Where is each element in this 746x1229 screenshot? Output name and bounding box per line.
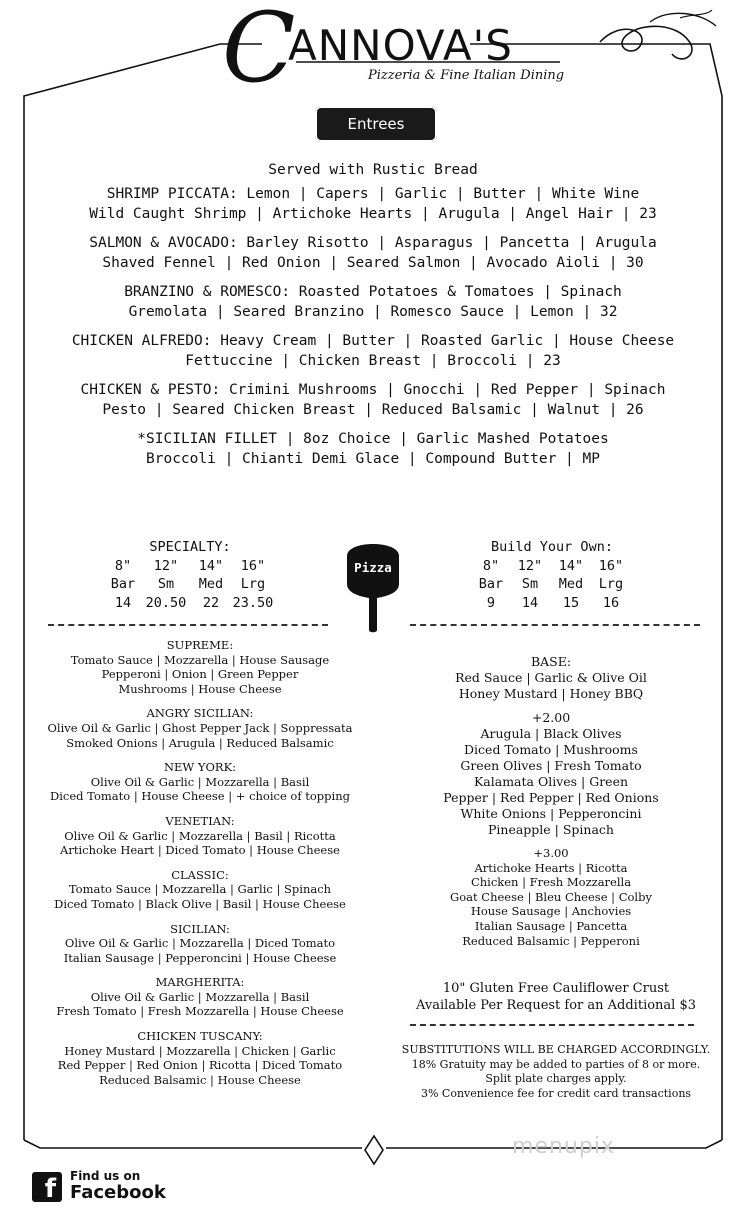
entree-item: BRANZINO & ROMESCO: Roasted Potatoes & Tomatoes | Spinach Gremolata | Seared Branzino | Romesco Sauce | Lemon | 32 — [124, 284, 622, 320]
pizza-icon-label: Pizza — [354, 560, 392, 575]
pizza-item: ANGRY SICILIAN: Olive Oil & Garlic | Ghost Pepper Jack | Soppressata Smoked Onions | Arugula | Reduced Balsamic — [47, 706, 353, 750]
facebook-line1: Find us on — [70, 1169, 141, 1183]
menupix-watermark: menupix — [512, 1134, 615, 1159]
pizza-item: SUPREME: Tomato Sauce | Mozzarella | House Sausage Pepperoni | Onion | Green Pepper Mushrooms | House Cheese — [70, 638, 330, 696]
gluten-free-note: 10" Gluten Free Cauliflower Crust Available Per Request for an Additional $3 — [415, 981, 697, 1013]
byo-title: Build Your Own: — [491, 539, 613, 555]
facebook-icon: f — [32, 1172, 62, 1202]
pizza-paddle-icon — [343, 534, 403, 638]
byo-group: +3.00 Artichoke Hearts | Ricotta Chicken | Fresh Mozzarella Goat Cheese | Bleu Cheese | Colby House Sausage | Anchovies Italian Sausage | Pancetta Reduced Balsamic | Pepperoni — [450, 846, 652, 948]
pizza-item: MARGHERITA: Olive Oil & Garlic | Mozzarella | Basil Fresh Tomato | Fresh Mozzarella | House Cheese — [56, 975, 344, 1019]
entree-item: SALMON & AVOCADO: Barley Risotto | Asparagus | Pancetta | Arugula Shaved Fennel | Red Onion | Seared Salmon | Avocado Aioli | 30 — [89, 235, 657, 271]
pizza-item: NEW YORK: Olive Oil & Garlic | Mozzarella | Basil Diced Tomato | House Cheese | + choice of topping — [50, 760, 350, 804]
pizza-item: SICILIAN: Olive Oil & Garlic | Mozzarella | Diced Tomato Italian Sausage | Pepperoncini | House Cheese — [63, 921, 337, 965]
logo-initial: C — [222, 0, 296, 104]
entree-item: CHICKEN ALFREDO: Heavy Cream | Butter | Roasted Garlic | House Cheese Fettuccine | Chicken Breast | Broccoli | 23 — [71, 333, 675, 369]
specialty-title: SPECIALTY: — [149, 539, 231, 555]
entree-item: CHICKEN & PESTO: Crimini Mushrooms | Gnocchi | Red Pepper | Spinach Pesto | Seared Chicken Breast | Reduced Balsamic | Walnut | 26 — [80, 382, 666, 418]
specialty-pricing: SPECIALTY: 8" 12" 14" 16" Bar Sm Med Lrg 14 20.50 22 23.50 — [100, 538, 280, 612]
divider-left — [48, 624, 328, 626]
byo-topping-list — [396, 654, 706, 956]
byo-pricing: Build Your Own: 8" 12" 14" 16" Bar Sm Med Lrg 9 14 15 16 — [462, 538, 642, 612]
tagline: Pizzeria & Fine Italian Dining — [368, 68, 565, 83]
divider-right — [410, 624, 700, 626]
bottom-diamond-ornament — [365, 1136, 383, 1164]
policy-notes: SUBSTITUTIONS WILL BE CHARGED ACCORDINGLY. 18% Gratuity may be added to parties of 8 or more. Split plate charges apply. 3% Convenience fee for credit card transactions — [401, 1043, 711, 1100]
pizza-item: CLASSIC: Tomato Sauce | Mozzarella | Garlic | Spinach Diced Tomato | Black Olive | Basil | House Cheese — [54, 867, 346, 911]
entrees-section-badge: Entrees — [315, 106, 437, 142]
pizza-item: VENETIAN: Olive Oil & Garlic | Mozzarella | Basil | Ricotta Artichoke Heart | Diced Tomato | House Cheese — [60, 813, 340, 858]
divider-notes — [410, 1024, 694, 1026]
entrees-intro: Served with Rustic Bread — [268, 162, 478, 178]
entrees-section — [40, 160, 706, 478]
pizza-item: CHICKEN TUSCANY: Honey Mustard | Mozzarella | Chicken | Garlic Red Pepper | Red Onion | Ricotta | Diced Tomato Reduced Balsamic | House Cheese — [57, 1029, 343, 1087]
entree-item: *SICILIAN FILLET | 8oz Choice | Garlic Mashed Potatoes Broccoli | Chianti Demi Glace | Compound Butter | MP — [137, 431, 609, 467]
facebook-line2: Facebook — [70, 1182, 166, 1203]
facebook-link[interactable] — [32, 1170, 166, 1203]
entree-item: SHRIMP PICCATA: Lemon | Capers | Garlic | Butter | White Wine Wild Caught Shrimp | Artichoke Hearts | Arugula | Angel Hair | 23 — [89, 186, 657, 222]
specialty-pizza-list — [24, 638, 376, 1097]
logo-name: ANNOVA'S — [288, 21, 513, 70]
byo-group: +2.00 Arugula | Black Olives Diced Tomato | Mushrooms Green Olives | Fresh Tomato Kalamata Olives | Green Pepper | Red Pepper | Red Onions White Onions | Pepperoncini Pineapple | Spinach — [443, 710, 659, 837]
byo-group: BASE: Red Sauce | Garlic & Olive Oil Honey Mustard | Honey BBQ — [455, 654, 647, 701]
